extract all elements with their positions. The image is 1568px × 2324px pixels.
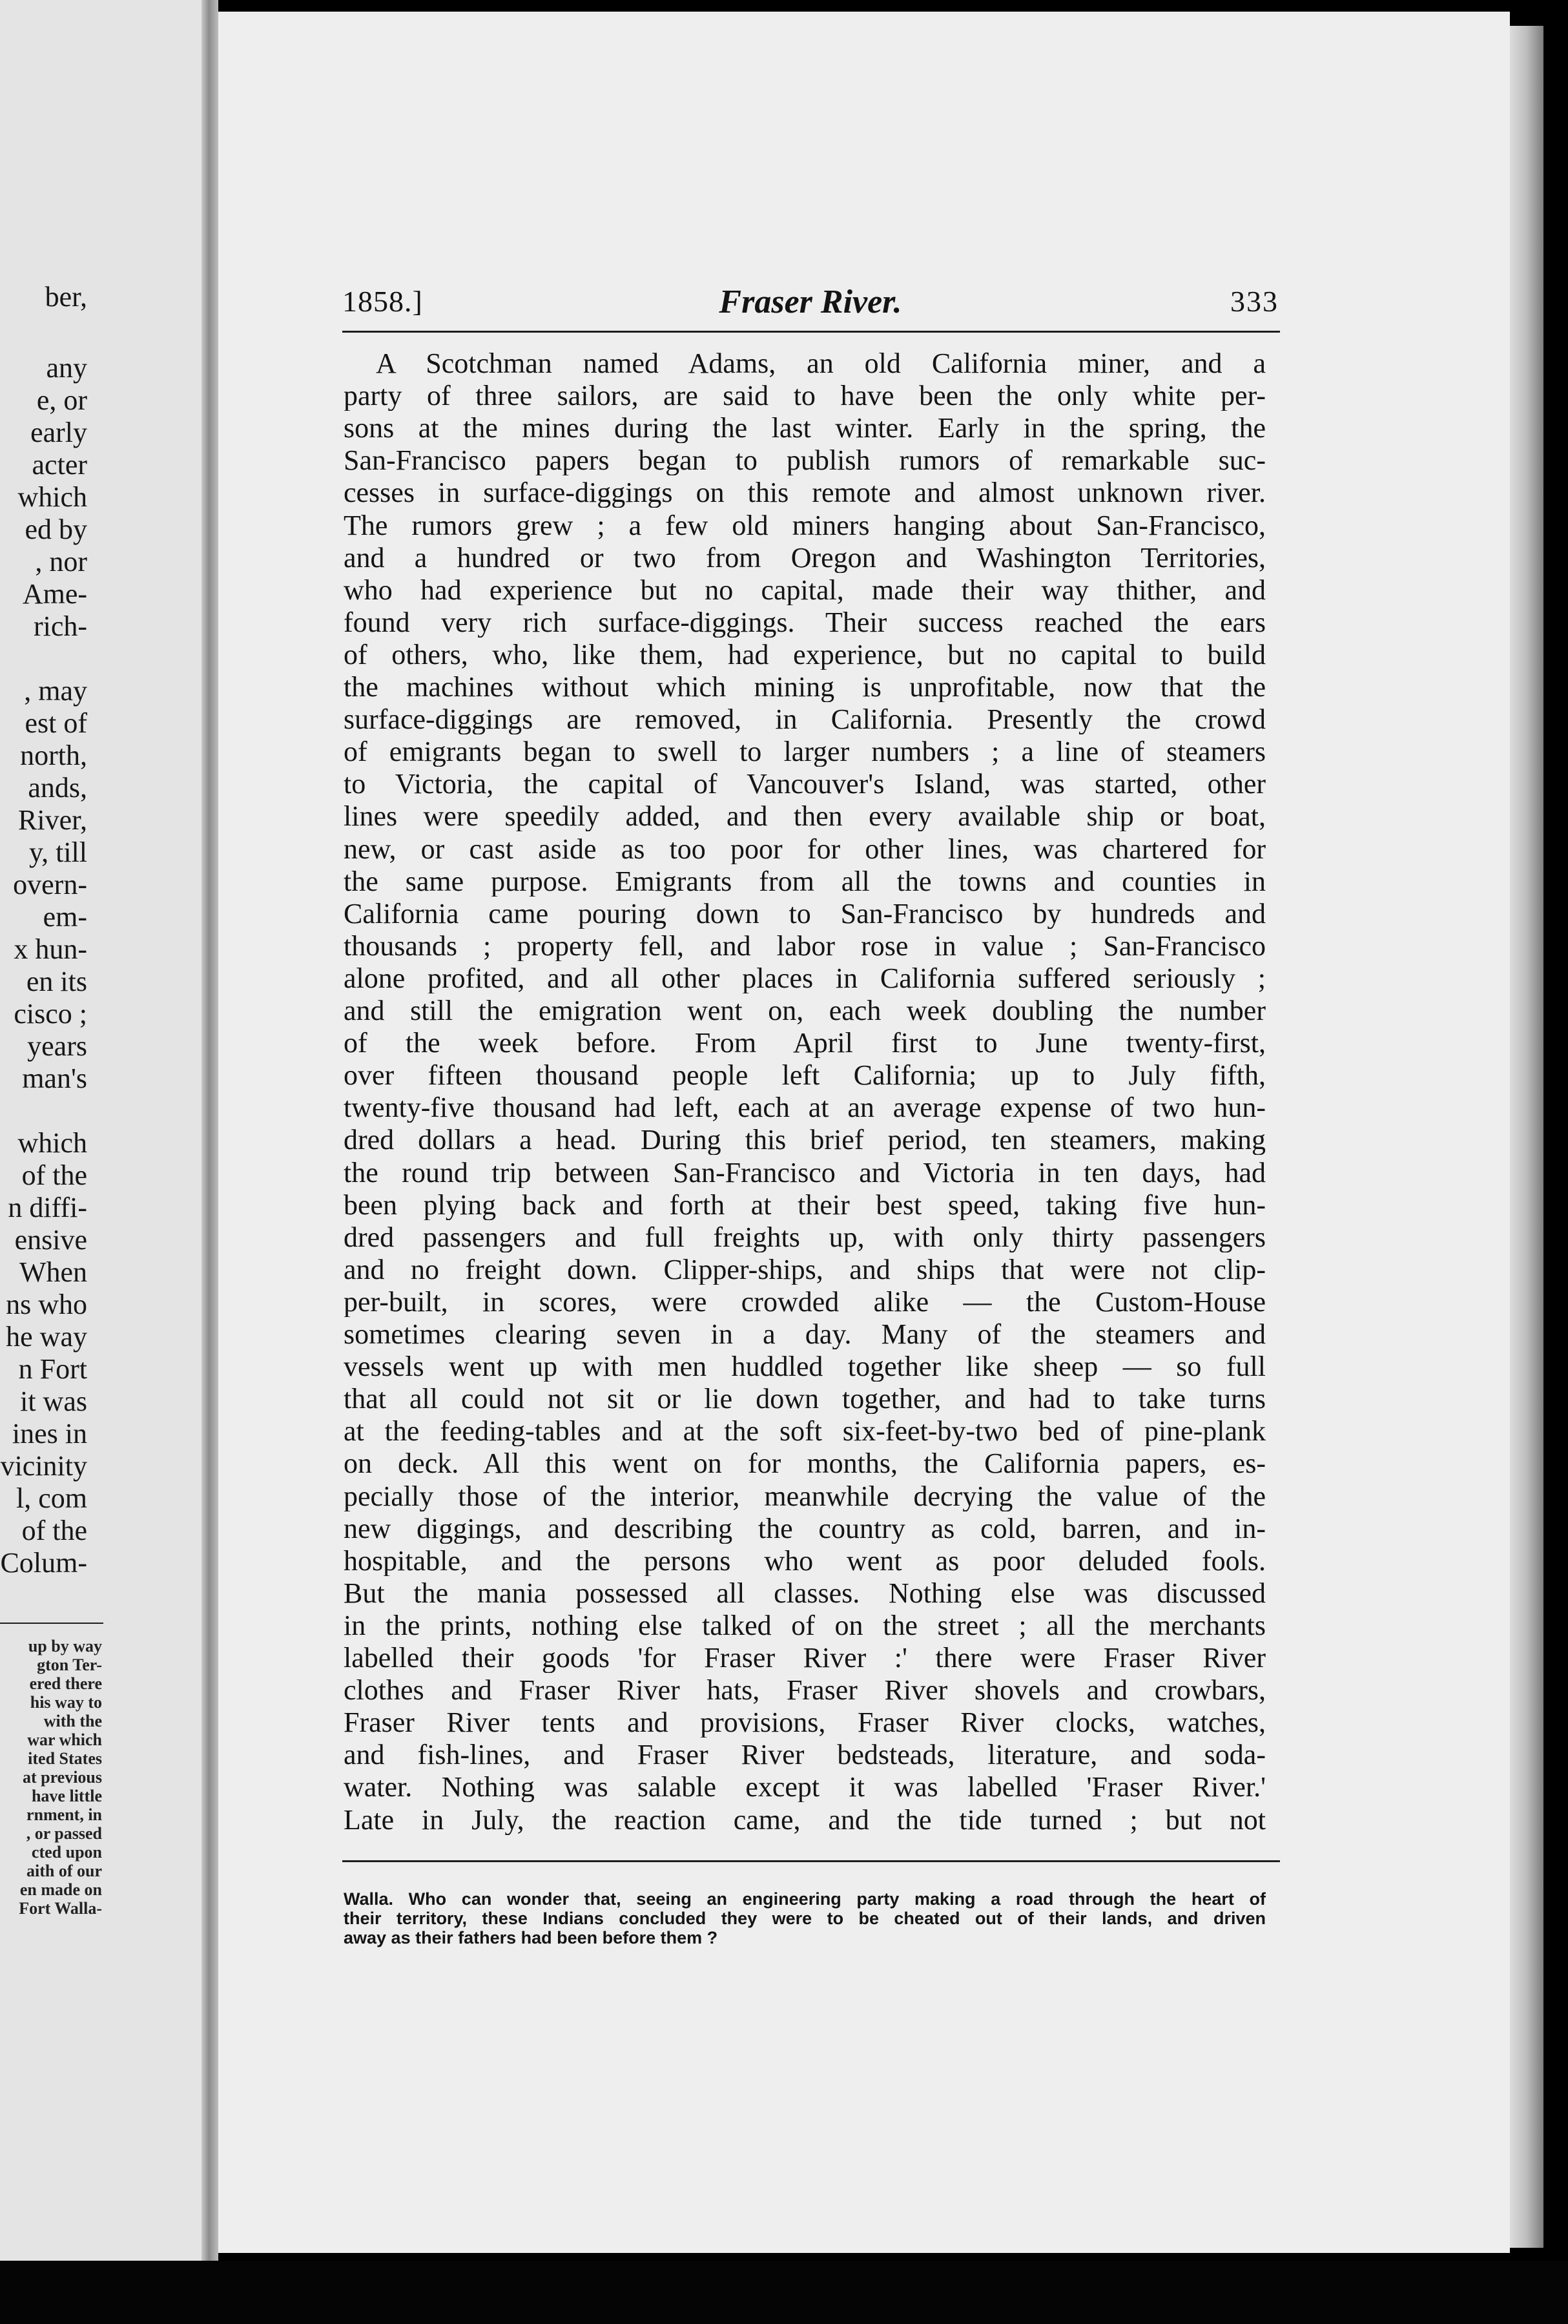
- body-line: on deck. All this went on for months, the California papers, es-: [344, 1449, 1266, 1479]
- left-page-line: , may: [24, 675, 87, 707]
- left-page-footnote-line: Fort Walla-: [19, 1899, 102, 1918]
- body-line: cesses in surface-diggings on this remote and almost unknown river.: [344, 478, 1266, 508]
- left-page-line: est of: [25, 707, 87, 739]
- left-page-line: When: [19, 1256, 87, 1288]
- footnote-line: Walla. Who can wonder that, seeing an engineering party making a road through the heart of: [344, 1889, 1266, 1909]
- body-line: twenty-five thousand had left, each at an average expense of two hun-: [344, 1093, 1266, 1123]
- body-line: and fish-lines, and Fraser River bedsteads, literature, and soda-: [344, 1740, 1266, 1770]
- left-page-line: ines in: [12, 1418, 87, 1449]
- left-page-line: ensive: [14, 1224, 87, 1256]
- page-number: 333: [1230, 285, 1279, 318]
- left-page-line: acter: [32, 449, 87, 481]
- left-page-line: ands,: [28, 772, 87, 804]
- left-page-footnote-line: en made on: [19, 1880, 102, 1899]
- header-rule: [342, 331, 1280, 333]
- scan-background: [0, 2261, 1568, 2324]
- left-page-line: ns who: [6, 1289, 87, 1320]
- body-line: California came pouring down to San-Francisco by hundreds and: [344, 898, 1266, 929]
- body-line: and still the emigration went on, each week doubling the number: [344, 996, 1266, 1026]
- left-page-footnote-line: rnment, in: [26, 1805, 102, 1824]
- left-page-line: River,: [18, 804, 87, 836]
- running-title: Fraser River.: [719, 284, 902, 320]
- left-page-line: rich-: [33, 610, 87, 642]
- left-page-line: vicinity: [0, 1450, 87, 1482]
- left-page-line: y, till: [28, 836, 87, 868]
- body-line: alone profited, and all other places in California suffered seriously ;: [344, 963, 1266, 993]
- body-line: dred passengers and full freights up, with only thirty passengers: [344, 1222, 1266, 1252]
- body-line: that all could not sit or lie down together, and had to take turns: [344, 1384, 1266, 1415]
- left-page-footnote-line: at previous: [22, 1768, 102, 1787]
- body-line: vessels went up with men huddled together like sheep — so full: [344, 1352, 1266, 1382]
- left-page-footnote-line: have little: [31, 1787, 102, 1805]
- left-page-footnote-line: up by way: [28, 1637, 102, 1655]
- left-page-line: of the: [21, 1159, 87, 1191]
- left-page-line: it was: [20, 1385, 87, 1417]
- left-page-footnote-line: cted upon: [31, 1843, 102, 1862]
- left-page-line: e, or: [36, 384, 87, 416]
- left-page-line: en its: [26, 966, 87, 997]
- left-page-footnote-line: aith of our: [26, 1862, 102, 1880]
- body-line: of the week before. From April first to June twenty-first,: [344, 1028, 1266, 1059]
- body-line: the same purpose. Emigrants from all the towns and counties in: [344, 866, 1266, 897]
- body-line: labelled their goods 'for Fraser River :' there were Fraser River: [344, 1643, 1266, 1673]
- body-line: thousands ; property fell, and labor rose in value ; San-Francisco: [344, 931, 1266, 961]
- left-page-line: overn-: [13, 869, 87, 900]
- left-page-line: em-: [43, 901, 87, 933]
- left-page-line: n Fort: [18, 1353, 87, 1385]
- left-page-line: of the: [21, 1515, 87, 1546]
- running-head: [342, 284, 1279, 323]
- body-line: The rumors grew ; a few old miners hanging about San-Francisco,: [344, 510, 1266, 541]
- body-line: surface-diggings are removed, in California. Presently the crowd: [344, 705, 1266, 735]
- page-edge: [1510, 26, 1543, 2248]
- body-line: Fraser River tents and provisions, Fraser River clocks, watches,: [344, 1708, 1266, 1738]
- left-page-line: Ame-: [22, 578, 87, 610]
- left-page-line: n diffi-: [8, 1192, 87, 1223]
- left-page-line: l, com: [16, 1482, 87, 1514]
- body-line: new diggings, and describing the country as cold, barren, and in-: [344, 1513, 1266, 1544]
- left-page-footnote-line: ited States: [28, 1749, 102, 1768]
- body-line: Late in July, the reaction came, and the tide turned ; but not: [344, 1805, 1266, 1835]
- left-page-line: any: [46, 352, 87, 384]
- left-page-footnote-line: his way to: [30, 1693, 102, 1712]
- body-line: of others, who, like them, had experience, but no capital to build: [344, 639, 1266, 670]
- body-line: sometimes clearing seven in a day. Many of the steamers and: [344, 1320, 1266, 1349]
- left-page-line: , nor: [35, 546, 87, 577]
- left-page-footnote-line: with the: [43, 1712, 102, 1730]
- left-page-footnote-line: , or passed: [26, 1824, 102, 1843]
- body-line: party of three sailors, are said to have been the only white per-: [344, 381, 1266, 411]
- header-year: 1858.]: [342, 285, 423, 318]
- left-page-footnote-rule: [0, 1623, 103, 1624]
- left-page-line: which: [17, 481, 87, 513]
- body-line: per-built, in scores, were crowded alike — the Custom-House: [344, 1287, 1266, 1317]
- book-gutter: [201, 0, 218, 2261]
- body-line: hospitable, and the persons who went as poor deluded fools.: [344, 1546, 1266, 1576]
- left-page-line: early: [30, 417, 87, 448]
- left-page-footnote-line: gton Ter-: [37, 1655, 102, 1674]
- body-line: the round trip between San-Francisco and Victoria in ten days, had: [344, 1157, 1266, 1188]
- body-line: sons at the mines during the last winter. Early in the spring, the: [344, 413, 1266, 444]
- footnote-line: away as their fathers had been before them ?: [344, 1928, 718, 1947]
- left-page-line: man's: [22, 1063, 87, 1094]
- body-line: But the mania possessed all classes. Nothing else was discussed: [344, 1578, 1266, 1608]
- body-line: and no freight down. Clipper-ships, and ships that were not clip-: [344, 1254, 1266, 1285]
- left-page-line: years: [27, 1030, 87, 1062]
- body-line: of emigrants began to swell to larger numbers ; a line of steamers: [344, 737, 1266, 767]
- left-page-line: ed by: [25, 514, 87, 545]
- left-page-line: Colum-: [0, 1547, 87, 1579]
- body-line: found very rich surface-diggings. Their success reached the ears: [344, 607, 1266, 638]
- left-page-line: cisco ;: [14, 998, 87, 1030]
- body-line: A Scotchman named Adams, an old California miner, and a: [376, 349, 1266, 379]
- left-page-line: which: [17, 1127, 87, 1159]
- left-page-line: ber,: [45, 281, 87, 313]
- body-line: dred dollars a head. During this brief period, ten steamers, making: [344, 1125, 1266, 1156]
- left-page-footnote-line: ered there: [29, 1674, 102, 1693]
- body-line: pecially those of the interior, meanwhile decrying the value of the: [344, 1481, 1266, 1511]
- footnote-rule: [342, 1860, 1280, 1862]
- left-page-footnote-line: war which: [27, 1730, 102, 1749]
- body-line: the machines without which mining is unprofitable, now that the: [344, 672, 1266, 702]
- body-line: over fifteen thousand people left California; up to July fifth,: [344, 1061, 1266, 1091]
- left-page-line: he way: [6, 1321, 87, 1353]
- left-page-line: x hun-: [14, 933, 87, 965]
- body-line: been plying back and forth at their best speed, taking five hun-: [344, 1190, 1266, 1220]
- body-line: lines were speedily added, and then every available ship or boat,: [344, 802, 1266, 832]
- body-line: San-Francisco papers began to publish rumors of remarkable suc-: [344, 446, 1266, 476]
- left-page: [0, 0, 201, 2261]
- body-line: and a hundred or two from Oregon and Washington Territories,: [344, 543, 1266, 573]
- body-line: new, or cast aside as too poor for other lines, was chartered for: [344, 834, 1266, 864]
- body-line: who had experience but no capital, made their way thither, and: [344, 575, 1266, 605]
- body-line: clothes and Fraser River hats, Fraser River shovels and crowbars,: [344, 1676, 1266, 1706]
- body-line: in the prints, nothing else talked of on the street ; all the merchants: [344, 1610, 1266, 1641]
- body-line: water. Nothing was salable except it was labelled 'Fraser River.': [344, 1772, 1266, 1803]
- left-page-line: north,: [20, 740, 87, 771]
- body-line: to Victoria, the capital of Vancouver's Island, was started, other: [344, 769, 1266, 800]
- body-line: at the feeding-tables and at the soft six-feet-by-two bed of pine-plank: [344, 1416, 1266, 1447]
- footnote-line: their territory, these Indians concluded they were to be cheated out of their lands, and driven: [344, 1909, 1266, 1928]
